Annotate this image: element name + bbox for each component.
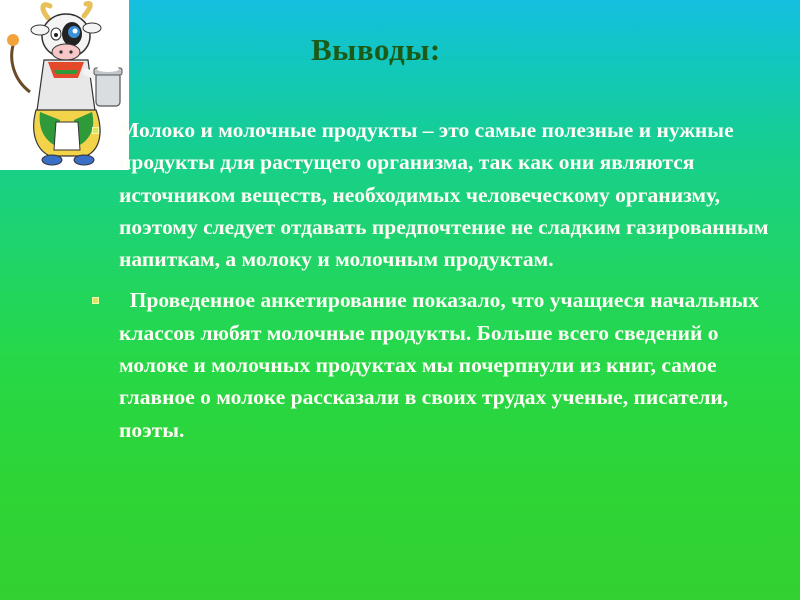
bullet-square-icon: [92, 127, 99, 134]
bullet-square-icon: [92, 297, 99, 304]
conclusions-list: [90, 114, 770, 455]
conclusion-item-milk-benefits: [90, 114, 770, 275]
conclusion-item-survey-results: [90, 284, 770, 445]
conclusion-text: Молоко и молочные продукты – это самые полезные и нужные продукты для растущего организма, так как они являются источником веществ, необходимых человеческому организму, поэтому следует отдавать предпочтение не сладким газированным напиткам, а молоку и молочным продуктам.: [119, 118, 769, 272]
conclusion-text: Проведенное анкетирование показало, что учащиеся начальных классов любят молочные продукты. Больше всего сведений о молоке и молочных продуктах мы почерпнули из книг, самое главное о молоке рассказали в своих трудах ученые, писатели, поэты.: [119, 288, 759, 442]
slide-title: Выводы:: [311, 32, 441, 67]
